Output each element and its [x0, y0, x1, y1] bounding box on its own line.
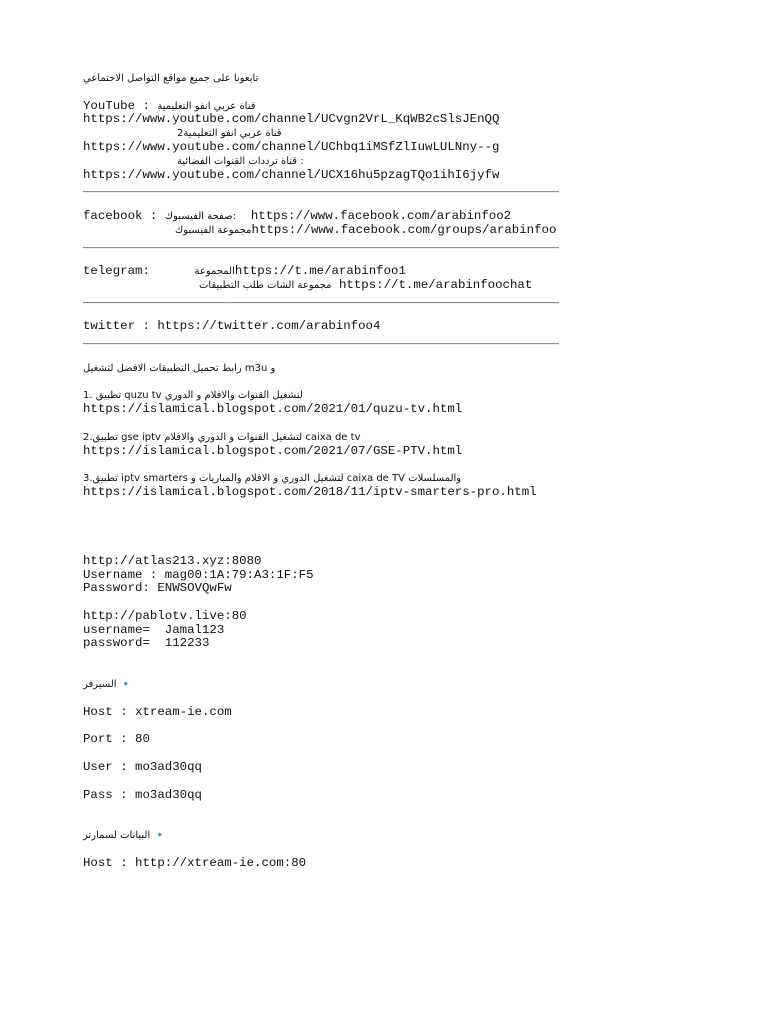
youtube-channel-2-link[interactable]: https://www.youtube.com/channel/UChbq1iMSfZlIuwLULNny--g	[83, 139, 500, 154]
youtube-row-2	[83, 127, 643, 141]
document-page	[83, 72, 643, 871]
server-user: User : mo3ad30qq	[83, 760, 202, 775]
xtream-1-username: Username : mag00:1A:79:A3:1F:F5	[83, 567, 314, 582]
app-1-title: 1. تطبيق quzu tv لتشغيل القنوات والافلام و الدوري	[83, 390, 303, 402]
telegram-row-1	[83, 265, 643, 279]
facebook-row-2	[83, 224, 643, 238]
telegram-group-link[interactable]: https://t.me/arabinfoo1	[234, 264, 406, 279]
divider-1: ________________________________________________________________	[83, 181, 559, 196]
telegram-chat-link[interactable]: https://t.me/arabinfoochat	[338, 277, 533, 292]
server-host: Host : xtream-ie.com	[83, 704, 232, 719]
server-pass: Pass : mo3ad30qq	[83, 787, 202, 802]
twitter-line[interactable]: twitter : https://twitter.com/arabinfoo4	[83, 319, 381, 334]
facebook-label: facebook :	[83, 208, 158, 223]
telegram-chat-name: مجموعة الشات طلب التطبيقات	[199, 279, 332, 291]
app-1-link[interactable]: https://islamical.blogspot.com/2021/01/quzu-tv.html	[83, 402, 463, 417]
youtube-channel-3-name: قناة ترددات القنوات الفضائية :	[177, 155, 304, 167]
youtube-row-1	[83, 100, 643, 114]
youtube-channel-3-link[interactable]: https://www.youtube.com/channel/UCX16hu5pzagTQo1ihI6jyfw	[83, 167, 500, 182]
telegram-group-name: المجموعة	[194, 266, 235, 278]
xtream-2-host[interactable]: http://pablotv.live:80	[83, 608, 247, 623]
xtream-2-password: password= 112233	[83, 636, 210, 651]
smarters-heading: البيانات لسمارتر 🔹	[83, 830, 166, 842]
facebook-group-name: مجموعة الفيسبوك	[175, 224, 252, 236]
divider-3: ________________________________________________________________	[83, 291, 559, 306]
youtube-channel-1-name: قناة عربي انفو التعليمية	[157, 100, 256, 112]
youtube-channel-2-name: قناة عربي انفو التعليمية2	[177, 128, 282, 140]
app-2-title: 2.تطبيق gse iptv لتشغيل القنوات و الدوري والافلام caixa de tv	[83, 431, 361, 443]
app-3-title: 3.تطبيق iptv smarters لتشغيل الدوري و الافلام والمباريات و caixa de TV والمسلسلات	[83, 473, 462, 485]
server-heading: السيرفر 🔹	[83, 679, 133, 691]
facebook-page-name: صفحة الفيسبوك:	[164, 210, 236, 222]
divider-4: ________________________________________________________________	[83, 333, 559, 348]
apps-heading: رابط تحميل التطبيقات الافضل لتشغيل m3u و	[83, 362, 276, 374]
youtube-channel-1-link[interactable]: https://www.youtube.com/channel/UCvgn2VrL_KqWB2cSlsJEnQQ	[83, 112, 500, 127]
telegram-row-2	[83, 279, 643, 293]
xtream-1-password: Password: ENWSOVQwFw	[83, 581, 232, 596]
youtube-label: YouTube :	[83, 98, 150, 113]
youtube-row-3	[83, 155, 643, 169]
telegram-label: telegram:	[83, 264, 150, 279]
xtream-1-host[interactable]: http://atlas213.xyz:8080	[83, 553, 262, 568]
divider-2: ________________________________________________________________	[83, 236, 559, 251]
server-port: Port : 80	[83, 732, 150, 747]
intro-text: تابعونا على جميع مواقع التواصل الاجتماعي	[83, 73, 259, 84]
xtream-2-username: username= Jamal123	[83, 622, 225, 637]
facebook-row-1	[83, 210, 643, 224]
smarters-host[interactable]: Host : http://xtream-ie.com:80	[83, 856, 307, 871]
facebook-group-link[interactable]: https://www.facebook.com/groups/arabinfoo	[251, 222, 557, 237]
app-2-link[interactable]: https://islamical.blogspot.com/2021/07/GSE-PTV.html	[83, 443, 463, 458]
app-3-link[interactable]: https://islamical.blogspot.com/2018/11/iptv-smarters-pro.html	[83, 484, 537, 499]
facebook-page-link[interactable]: https://www.facebook.com/arabinfoo2	[250, 208, 512, 223]
